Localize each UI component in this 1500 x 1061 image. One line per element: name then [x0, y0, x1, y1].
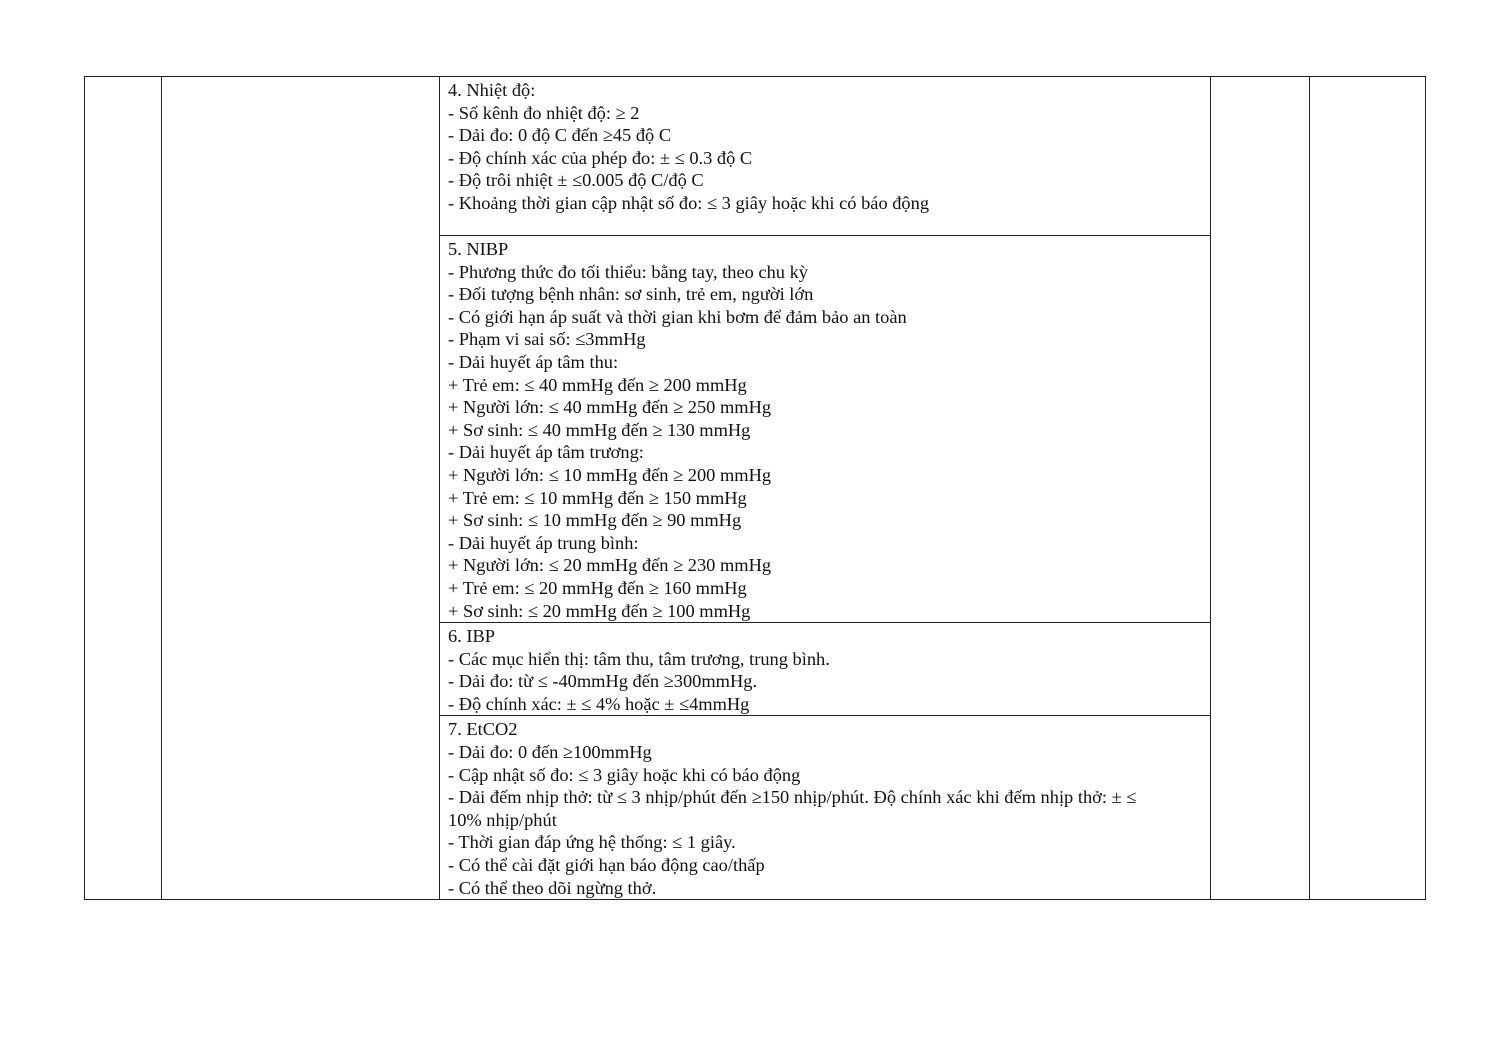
spec-line: + Trẻ em: ≤ 10 mmHg đến ≥ 150 mmHg [448, 487, 747, 508]
spec-line: - Dải đếm nhịp thở: từ ≤ 3 nhịp/phút đến ≥150 nhịp/phút. Độ chính xác khi đếm nhịp thở: ± ≤ [448, 787, 1137, 808]
spec-line: + Sơ sinh: ≤ 20 mmHg đến ≥ 100 mmHg [448, 600, 751, 621]
spec-line: - Dải đo: 0 đến ≥100mmHg [448, 742, 652, 763]
section-title: 4. Nhiệt độ: [448, 80, 536, 100]
spec-cell-ibp [440, 623, 1211, 716]
item-name-cell [162, 77, 440, 900]
spec-line: - Đối tượng bệnh nhân: sơ sinh, trẻ em, người lớn [448, 284, 814, 305]
stt-column-cell [85, 77, 162, 900]
spec-line: - Dải huyết áp tâm trương: [448, 442, 644, 463]
spec-line: - Có giới hạn áp suất và thời gian khi bơm để đảm bảo an toàn [448, 306, 907, 327]
spec-line: - Số kênh đo nhiệt độ: ≥ 2 [448, 102, 640, 123]
spec-line: - Có thể theo dõi ngừng thở. [448, 877, 657, 898]
section-title: 7. EtCO2 [448, 719, 518, 740]
spec-cell-nibp [440, 236, 1211, 623]
spec-line: - Phương thức đo tối thiểu: bằng tay, theo chu kỳ [448, 261, 808, 282]
spec-line: - Khoảng thời gian cập nhật số đo: ≤ 3 giây hoặc khi có báo động [448, 192, 930, 213]
spec-line: - Dải huyết áp tâm thu: [448, 351, 619, 372]
table-row [85, 77, 1426, 236]
spec-line: + Người lớn: ≤ 40 mmHg đến ≥ 250 mmHg [448, 397, 772, 418]
spec-line: + Trẻ em: ≤ 40 mmHg đến ≥ 200 mmHg [448, 374, 747, 395]
spec-line: - Độ chính xác: ± ≤ 4% hoặc ± ≤4mmHg [448, 693, 750, 714]
spec-line: - Dải đo: 0 độ C đến ≥45 độ C [448, 125, 672, 146]
spec-line: - Cập nhật số đo: ≤ 3 giây hoặc khi có báo động [448, 764, 801, 785]
section-title: 5. NIBP [448, 239, 509, 259]
spec-cell-etco2 [440, 716, 1211, 900]
note-cell [1310, 77, 1426, 900]
spec-line: 10% nhịp/phút [448, 809, 557, 830]
spec-line: - Độ trôi nhiệt ± ≤0.005 độ C/độ C [448, 170, 704, 191]
quantity-cell [1211, 77, 1310, 900]
spec-line: - Thời gian đáp ứng hệ thống: ≤ 1 giây. [448, 832, 736, 853]
spec-line: - Độ chính xác của phép đo: ± ≤ 0.3 độ C [448, 147, 753, 168]
section-title: 6. IBP [448, 626, 496, 647]
specification-table [84, 76, 1426, 900]
spec-line: - Phạm vi sai số: ≤3mmHg [448, 329, 646, 350]
spec-line: - Dải huyết áp trung bình: [448, 532, 639, 553]
spec-line: + Sơ sinh: ≤ 10 mmHg đến ≥ 90 mmHg [448, 510, 742, 531]
spec-line: - Dải đo: từ ≤ -40mmHg đến ≥300mmHg. [448, 671, 758, 692]
spec-line: + Người lớn: ≤ 10 mmHg đến ≥ 200 mmHg [448, 464, 772, 485]
spec-line: + Trẻ em: ≤ 20 mmHg đến ≥ 160 mmHg [448, 577, 747, 598]
spec-cell-temperature [440, 77, 1211, 236]
spec-line: + Sơ sinh: ≤ 40 mmHg đến ≥ 130 mmHg [448, 419, 751, 440]
spec-line: - Các mục hiển thị: tâm thu, tâm trương, trung bình. [448, 648, 830, 669]
spec-line: + Người lớn: ≤ 20 mmHg đến ≥ 230 mmHg [448, 555, 772, 576]
spec-line: - Có thể cài đặt giới hạn báo động cao/thấp [448, 855, 765, 876]
